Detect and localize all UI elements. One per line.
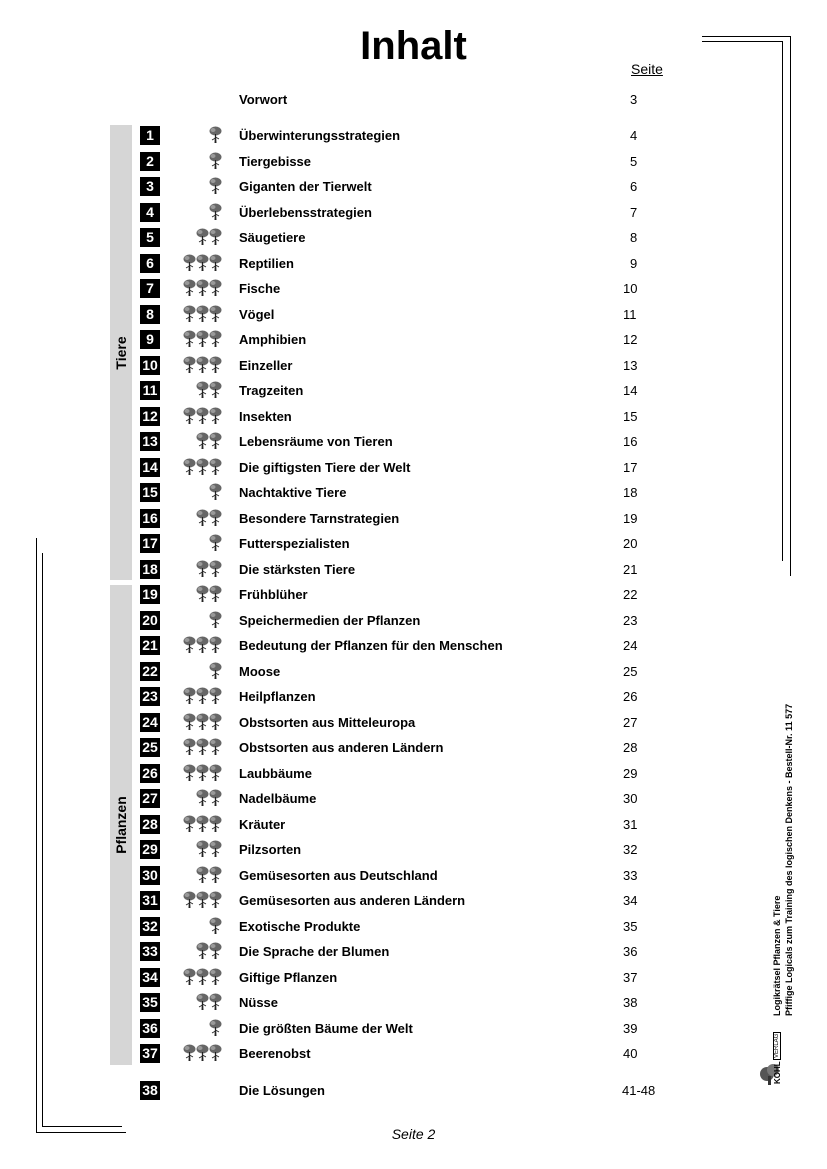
entry-label: Speichermedien der Pflanzen (239, 612, 421, 628)
tree-icon (183, 636, 196, 654)
solutions-number: 38 (140, 1081, 160, 1100)
difficulty-trees (180, 1019, 222, 1037)
tree-icon (209, 1044, 222, 1062)
entry-label: Laubbäume (239, 765, 312, 781)
tree-icon (196, 356, 209, 374)
tree-icon (209, 764, 222, 782)
entry-page: 9 (630, 255, 638, 271)
entry-number: 17 (140, 534, 160, 553)
entry-page: 14 (623, 383, 638, 398)
tree-icon (196, 407, 209, 425)
tree-icon (209, 458, 222, 476)
difficulty-trees (180, 560, 222, 578)
entry-label: Tiergebisse (239, 153, 312, 169)
difficulty-trees (180, 330, 222, 348)
page-title: Inhalt (360, 24, 467, 68)
page-column-header: Seite (631, 61, 663, 77)
entry-number: 20 (140, 611, 160, 630)
difficulty-trees (180, 993, 222, 1011)
entry-label: Heilpflanzen (239, 689, 316, 704)
difficulty-trees (180, 534, 222, 552)
difficulty-trees (180, 305, 222, 323)
tree-icon (183, 305, 196, 323)
entry-label: Säugetiere (239, 230, 306, 245)
tree-icon (209, 407, 222, 425)
entry-number: 5 (140, 228, 160, 247)
entry-page: 11 (623, 306, 637, 322)
entry-number: 3 (140, 177, 160, 196)
entry-number: 29 (140, 840, 160, 859)
entry-page: 31 (623, 816, 638, 832)
entry-page: 33 (623, 867, 638, 883)
difficulty-trees (180, 662, 222, 680)
entry-number: 7 (140, 279, 160, 298)
entry-number: 31 (140, 891, 160, 910)
tree-icon (209, 534, 222, 552)
entry-number: 8 (140, 305, 160, 324)
tree-icon (209, 738, 222, 756)
entry-label: Bedeutung der Pflanzen für den Menschen (239, 638, 503, 653)
tree-icon (209, 713, 222, 731)
difficulty-trees (180, 432, 222, 450)
preface-page: 3 (630, 92, 638, 107)
difficulty-trees (180, 1044, 222, 1062)
tree-icon (183, 330, 196, 348)
entry-number: 10 (140, 356, 160, 375)
tree-icon (209, 228, 222, 246)
entry-label: Exotische Produkte (239, 918, 361, 934)
entry-label: Gemüsesorten aus Deutschland (239, 867, 438, 883)
entry-number: 27 (140, 789, 160, 808)
tree-icon (196, 687, 209, 705)
tree-icon (183, 1044, 196, 1062)
entry-label: Pilzsorten (239, 842, 302, 857)
tree-icon (183, 687, 196, 705)
entry-label: Vögel (239, 306, 275, 322)
tree-icon (209, 611, 222, 629)
difficulty-trees (180, 356, 222, 374)
entry-number: 15 (140, 483, 160, 502)
entry-number: 4 (140, 203, 160, 222)
frame-line-left (36, 538, 37, 1132)
entry-page: 27 (623, 714, 638, 730)
tree-icon (183, 815, 196, 833)
difficulty-trees (180, 279, 222, 297)
entry-page: 38 (623, 995, 638, 1010)
entry-number: 21 (140, 636, 160, 655)
publisher-logo (757, 1022, 797, 1087)
tree-icon (196, 432, 209, 450)
entry-label: Giganten der Tierwelt (239, 179, 372, 194)
entry-number: 16 (140, 509, 160, 528)
tree-icon (196, 330, 209, 348)
entry-number: 33 (140, 942, 160, 961)
entry-label: Nadelbäume (239, 791, 317, 806)
tree-icon (209, 509, 222, 527)
entry-page: 28 (623, 740, 638, 755)
entry-label: Giftige Pflanzen (239, 969, 338, 985)
logo-brand-text: KOHL (773, 1061, 782, 1084)
entry-label: Überwinterungsstrategien (239, 128, 401, 143)
section-label-tiere: Tiere (113, 336, 129, 370)
tree-icon (209, 177, 222, 195)
tree-icon (209, 126, 222, 144)
tree-icon (209, 585, 222, 603)
entry-page: 18 (623, 485, 638, 500)
difficulty-trees (180, 636, 222, 654)
difficulty-trees (180, 891, 222, 909)
tree-icon (196, 585, 209, 603)
entry-number: 22 (140, 662, 160, 681)
tree-icon (209, 815, 222, 833)
entry-number: 19 (140, 585, 160, 604)
difficulty-trees (180, 917, 222, 935)
entry-label: Obstsorten aus Mitteleuropa (239, 714, 416, 730)
tree-icon (209, 840, 222, 858)
tree-icon (209, 636, 222, 654)
difficulty-trees (180, 611, 222, 629)
difficulty-trees (180, 381, 222, 399)
entry-page: 37 (623, 969, 638, 985)
difficulty-trees (180, 815, 222, 833)
entry-page: 10 (623, 281, 638, 296)
tree-icon (196, 968, 209, 986)
tree-icon (196, 509, 209, 527)
tree-icon (196, 305, 209, 323)
tree-icon (196, 560, 209, 578)
solutions-page: 41-48 (622, 1083, 656, 1098)
section-label-pflanzen: Pflanzen (113, 796, 129, 854)
entry-label: Die stärksten Tiere (239, 561, 356, 577)
entry-number: 34 (140, 968, 160, 987)
entry-page: 15 (623, 408, 638, 424)
entry-page: 22 (623, 587, 638, 602)
difficulty-trees (180, 840, 222, 858)
entry-number: 12 (140, 407, 160, 426)
entry-number: 37 (140, 1044, 160, 1063)
tree-icon (209, 203, 222, 221)
entry-label: Lebensräume von Tieren (239, 434, 393, 449)
tree-icon (183, 891, 196, 909)
entry-page: 40 (623, 1046, 638, 1061)
difficulty-trees (180, 483, 222, 501)
entry-page: 7 (630, 204, 638, 220)
difficulty-trees (180, 942, 222, 960)
tree-icon (209, 254, 222, 272)
entry-label: Futterspezialisten (239, 536, 350, 551)
tree-icon (209, 917, 222, 935)
difficulty-trees (180, 789, 222, 807)
tree-icon (183, 713, 196, 731)
tree-icon (209, 866, 222, 884)
entry-page: 13 (623, 357, 638, 373)
difficulty-trees (180, 866, 222, 884)
tree-icon (183, 356, 196, 374)
tree-icon (196, 279, 209, 297)
entry-page: 34 (623, 893, 638, 908)
entry-page: 20 (623, 536, 638, 551)
tree-icon (196, 891, 209, 909)
difficulty-trees (180, 407, 222, 425)
entry-page: 4 (630, 128, 638, 143)
entry-label: Einzeller (239, 357, 293, 373)
tree-icon (196, 636, 209, 654)
tree-icon (209, 687, 222, 705)
entry-label: Die größten Bäume der Welt (239, 1020, 413, 1036)
tree-icon (209, 330, 222, 348)
tree-icon (196, 458, 209, 476)
vertical-book-title: Logikrätsel Pflanzen & Tiere (772, 895, 782, 1016)
tree-icon (209, 356, 222, 374)
tree-icon (196, 993, 209, 1011)
entry-label: Die giftigsten Tiere der Welt (239, 459, 411, 475)
frame-line-right-inner (782, 41, 783, 561)
entry-label: Besondere Tarnstrategien (239, 510, 400, 526)
entry-label: Die Sprache der Blumen (239, 944, 390, 959)
entry-label: Insekten (239, 408, 292, 424)
entry-page: 19 (623, 510, 638, 526)
entry-number: 2 (140, 152, 160, 171)
difficulty-trees (180, 126, 222, 144)
entry-number: 24 (140, 713, 160, 732)
tree-icon (209, 483, 222, 501)
tree-icon (183, 254, 196, 272)
tree-icon (196, 789, 209, 807)
entry-label: Amphibien (239, 332, 307, 347)
page-footer: Seite 2 (391, 1126, 436, 1142)
tree-icon (209, 1019, 222, 1037)
entry-label: Nüsse (239, 995, 279, 1010)
entry-page: 39 (623, 1020, 638, 1036)
vertical-book-subtitle: Pfiffige Logicals zum Training des logischen Denkens - Bestell-Nr. 11 577 (784, 703, 794, 1016)
tree-icon (209, 152, 222, 170)
tree-icon (209, 662, 222, 680)
entry-number: 13 (140, 432, 160, 451)
difficulty-trees (180, 152, 222, 170)
tree-icon (209, 432, 222, 450)
difficulty-trees (180, 687, 222, 705)
entry-page: 12 (623, 332, 638, 347)
entry-number: 18 (140, 560, 160, 579)
logo-tag-text: VERLAG (774, 1033, 780, 1058)
entry-page: 8 (630, 230, 638, 245)
entry-page: 6 (630, 179, 638, 194)
entry-number: 35 (140, 993, 160, 1012)
tree-icon (183, 279, 196, 297)
entry-label: Moose (239, 663, 281, 679)
entry-label: Tragzeiten (239, 383, 304, 398)
tree-icon (183, 764, 196, 782)
entry-page: 5 (630, 153, 638, 169)
tree-icon (209, 993, 222, 1011)
tree-icon (196, 942, 209, 960)
tree-icon (209, 942, 222, 960)
tree-icon (183, 738, 196, 756)
difficulty-trees (180, 585, 222, 603)
tree-icon (196, 713, 209, 731)
entry-number: 30 (140, 866, 160, 885)
entry-page: 36 (623, 944, 638, 959)
difficulty-trees (180, 254, 222, 272)
tree-icon (196, 381, 209, 399)
tree-icon (196, 866, 209, 884)
tree-icon (196, 1044, 209, 1062)
difficulty-trees (180, 458, 222, 476)
entry-label: Nachtaktive Tiere (239, 485, 347, 500)
entry-page: 16 (623, 434, 638, 449)
entry-number: 25 (140, 738, 160, 757)
entry-page: 21 (623, 561, 638, 577)
frame-line-right (790, 36, 791, 576)
entry-number: 26 (140, 764, 160, 783)
tree-icon (196, 815, 209, 833)
tree-icon (209, 789, 222, 807)
entry-page: 32 (623, 842, 638, 857)
entry-page: 29 (623, 765, 638, 781)
tree-icon (209, 279, 222, 297)
entry-label: Überlebensstrategien (239, 204, 372, 220)
difficulty-trees (180, 968, 222, 986)
entry-number: 23 (140, 687, 160, 706)
tree-icon (183, 407, 196, 425)
entry-label: Obstsorten aus anderen Ländern (239, 740, 444, 755)
entry-number: 14 (140, 458, 160, 477)
entry-label: Frühblüher (239, 587, 308, 602)
tree-icon (209, 305, 222, 323)
entry-page: 30 (623, 791, 638, 806)
difficulty-trees (180, 509, 222, 527)
tree-icon (196, 764, 209, 782)
entry-label: Kräuter (239, 816, 286, 832)
difficulty-trees (180, 738, 222, 756)
entry-page: 26 (623, 689, 638, 704)
entry-label: Reptilien (239, 255, 294, 271)
tree-icon (209, 381, 222, 399)
tree-icon (196, 228, 209, 246)
tree-icon (209, 968, 222, 986)
entry-label: Gemüsesorten aus anderen Ländern (239, 893, 466, 908)
entry-number: 1 (140, 126, 160, 145)
entry-number: 11 (140, 381, 160, 400)
preface-label: Vorwort (239, 92, 288, 107)
tree-icon (183, 458, 196, 476)
entry-page: 24 (623, 638, 638, 653)
entry-number: 9 (140, 330, 160, 349)
entry-label: Fische (239, 281, 281, 296)
difficulty-trees (180, 228, 222, 246)
entry-number: 6 (140, 254, 160, 273)
tree-icon (196, 738, 209, 756)
difficulty-trees (180, 713, 222, 731)
entry-page: 35 (623, 918, 638, 934)
tree-icon (183, 968, 196, 986)
tree-icon (196, 254, 209, 272)
entry-label: Beerenobst (239, 1046, 311, 1061)
tree-icon (196, 840, 209, 858)
tree-icon (209, 560, 222, 578)
frame-line-left-inner (42, 553, 43, 1127)
entry-page: 17 (623, 459, 638, 475)
difficulty-trees (180, 203, 222, 221)
entry-number: 32 (140, 917, 160, 936)
entry-page: 25 (623, 663, 638, 679)
difficulty-trees (180, 177, 222, 195)
solutions-label: Die Lösungen (239, 1083, 325, 1098)
difficulty-trees (180, 764, 222, 782)
tree-icon (209, 891, 222, 909)
entry-page: 23 (623, 612, 638, 628)
entry-number: 36 (140, 1019, 160, 1038)
entry-number: 28 (140, 815, 160, 834)
